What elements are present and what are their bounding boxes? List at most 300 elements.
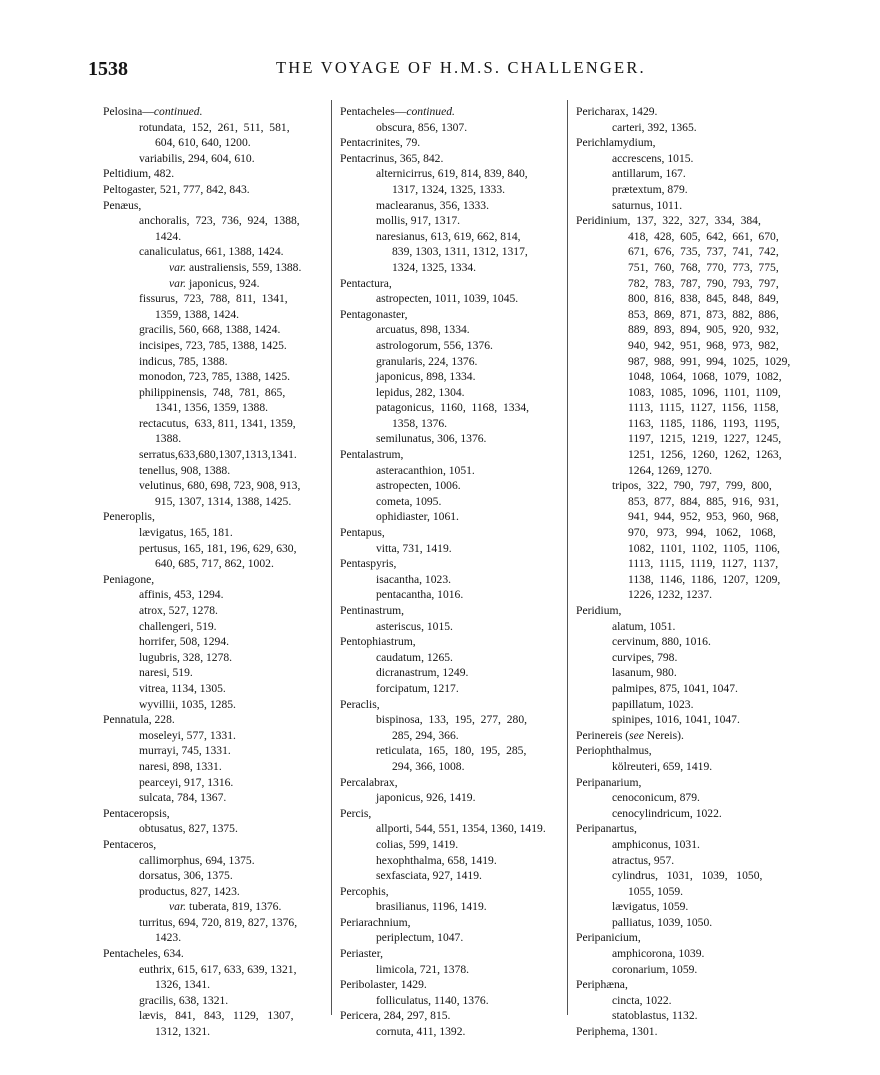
index-entry-line bbox=[340, 962, 562, 978]
index-entry-line bbox=[340, 369, 562, 385]
entry-text: palliatus, 1039, 1050. bbox=[612, 915, 713, 929]
index-entry-line bbox=[576, 120, 802, 136]
index-entry-line bbox=[576, 759, 802, 775]
entry-text: Peniagone, bbox=[103, 572, 155, 586]
index-entry-line bbox=[103, 853, 325, 869]
index-entry-line bbox=[576, 1008, 802, 1024]
index-entry-line bbox=[103, 868, 325, 884]
entry-text: Peripanarium, bbox=[576, 775, 642, 789]
entry-text: gracilis, 560, 668, 1388, 1424. bbox=[139, 323, 281, 337]
index-entry-line bbox=[576, 946, 802, 962]
index-entry-line bbox=[576, 572, 802, 588]
entry-italic-text: continued. bbox=[406, 105, 455, 118]
index-entry-line bbox=[576, 198, 802, 214]
index-entry-heading bbox=[103, 837, 325, 853]
entry-text: arcuatus, 898, 1334. bbox=[376, 323, 470, 337]
entry-text: papillatum, 1023. bbox=[612, 697, 694, 711]
index-entry-line bbox=[103, 400, 325, 416]
index-entry-line bbox=[576, 307, 802, 323]
index-entry-heading bbox=[103, 946, 325, 962]
index-entry-line bbox=[576, 993, 802, 1009]
index-entry-line bbox=[576, 665, 802, 681]
entry-text: kölreuteri, 659, 1419. bbox=[612, 759, 713, 773]
index-entry-heading bbox=[340, 447, 562, 463]
entry-text: reticulata, 165, 180, 195, 285, bbox=[376, 744, 527, 758]
entry-text: ophidiaster, 1061. bbox=[376, 510, 459, 524]
index-entry-line bbox=[103, 338, 325, 354]
entry-text: 671, 676, 735, 737, 741, 742, bbox=[628, 245, 779, 259]
index-entry-line bbox=[103, 416, 325, 432]
index-entry-line bbox=[103, 977, 325, 993]
index-entry-heading bbox=[340, 946, 562, 962]
entry-text: forcipatum, 1217. bbox=[376, 681, 459, 695]
index-entry-line bbox=[340, 853, 562, 869]
index-entry-heading bbox=[340, 556, 562, 572]
entry-text: 1251, 1256, 1260, 1262, 1263, bbox=[628, 448, 782, 462]
index-entry-line bbox=[576, 244, 802, 260]
entry-text: cylindrus, 1031, 1039, 1050, bbox=[612, 869, 763, 883]
entry-text: Pericharax, 1429. bbox=[576, 105, 658, 118]
index-entry-line bbox=[103, 790, 325, 806]
entry-text: 800, 816, 838, 845, 848, 849, bbox=[628, 292, 779, 306]
index-entry-heading bbox=[576, 775, 802, 791]
index-entry-line bbox=[576, 962, 802, 978]
entry-text: granularis, 224, 1376. bbox=[376, 354, 478, 368]
index-entry-line bbox=[103, 307, 325, 323]
index-entry-line bbox=[103, 650, 325, 666]
index-entry-line bbox=[103, 962, 325, 978]
entry-text: 970, 973, 994, 1062, 1068, bbox=[628, 526, 776, 540]
entry-text: Pericera, 284, 297, 815. bbox=[340, 1009, 451, 1023]
index-entry-line bbox=[103, 447, 325, 463]
entry-text: Periphæna, bbox=[576, 978, 628, 992]
index-entry-line bbox=[576, 291, 802, 307]
entry-text: lasanum, 980. bbox=[612, 666, 677, 680]
entry-text: curvipes, 798. bbox=[612, 650, 678, 664]
entry-text: anchoralis, 723, 736, 924, 1388, bbox=[139, 214, 300, 228]
index-entry-line bbox=[340, 743, 562, 759]
entry-text: serratus,633,680,1307,1313,1341. bbox=[139, 448, 297, 462]
entry-text: lævigatus, 165, 181. bbox=[139, 526, 233, 540]
index-entry-line bbox=[576, 478, 802, 494]
index-entry-line bbox=[103, 634, 325, 650]
entry-text: 751, 760, 768, 770, 773, 775, bbox=[628, 260, 779, 274]
entry-text: obtusatus, 827, 1375. bbox=[139, 822, 238, 836]
index-entry-line bbox=[103, 463, 325, 479]
entry-text: lævis, 841, 843, 1129, 1307, bbox=[139, 1009, 294, 1023]
index-entry-heading bbox=[340, 104, 562, 120]
index-entry-line bbox=[103, 556, 325, 572]
entry-text: brasilianus, 1196, 1419. bbox=[376, 900, 487, 914]
index-entry-line bbox=[576, 166, 802, 182]
entry-text: Pentaspyris, bbox=[340, 557, 397, 571]
entry-italic-text: var. bbox=[169, 260, 187, 274]
index-entry-line bbox=[576, 697, 802, 713]
entry-italic-text: continued. bbox=[153, 105, 203, 118]
entry-text: Pentacheles— bbox=[340, 105, 407, 118]
entry-text: 1113, 1115, 1119, 1127, 1137, bbox=[628, 557, 779, 571]
index-entry-line bbox=[340, 587, 562, 603]
entry-text: naresi, 898, 1331. bbox=[139, 759, 222, 773]
index-entry-line bbox=[103, 276, 325, 292]
entry-text: productus, 827, 1423. bbox=[139, 884, 240, 898]
index-entry-line bbox=[340, 338, 562, 354]
index-entry-line bbox=[576, 447, 802, 463]
entry-text: rectacutus, 633, 811, 1341, 1359, bbox=[139, 416, 296, 430]
index-entry-heading bbox=[340, 1008, 562, 1024]
entry-text: japonicus, 924. bbox=[186, 276, 260, 290]
entry-text: Periarachnium, bbox=[340, 915, 411, 929]
index-entry-line bbox=[576, 494, 802, 510]
index-entry-line bbox=[103, 603, 325, 619]
index-entry-line bbox=[576, 322, 802, 338]
entry-text: lævigatus, 1059. bbox=[612, 900, 689, 914]
index-entry-line bbox=[340, 244, 562, 260]
entry-text: hexophthalma, 658, 1419. bbox=[376, 853, 497, 867]
entry-text: affinis, 453, 1294. bbox=[139, 588, 224, 602]
entry-text: statoblastus, 1132. bbox=[612, 1009, 698, 1023]
index-entry-line bbox=[103, 587, 325, 603]
index-entry-line bbox=[103, 930, 325, 946]
index-entry-heading bbox=[103, 182, 325, 198]
entry-text: 987, 988, 991, 994, 1025, 1029, bbox=[628, 354, 791, 368]
index-entry-line bbox=[340, 120, 562, 136]
index-entry-line bbox=[576, 915, 802, 931]
index-entry-heading bbox=[576, 930, 802, 946]
index-entry-line bbox=[576, 151, 802, 167]
entry-text: alatum, 1051. bbox=[612, 619, 676, 633]
entry-text: 782, 783, 787, 790, 793, 797, bbox=[628, 276, 779, 290]
index-entry-heading bbox=[576, 743, 802, 759]
index-entry-line bbox=[340, 166, 562, 182]
entry-text: 1358, 1376. bbox=[392, 416, 448, 430]
index-entry-line bbox=[340, 400, 562, 416]
index-entry-line bbox=[103, 229, 325, 245]
index-entry-line bbox=[103, 385, 325, 401]
entry-text: Peripanartus, bbox=[576, 822, 637, 836]
entry-text: tuberata, 819, 1376. bbox=[186, 900, 282, 914]
entry-text: 1048, 1064, 1068, 1079, 1082, bbox=[628, 370, 782, 384]
entry-text: vitrea, 1134, 1305. bbox=[139, 681, 226, 695]
index-entry-line bbox=[576, 276, 802, 292]
entry-text: 285, 294, 366. bbox=[392, 728, 459, 742]
index-entry-line bbox=[103, 1008, 325, 1024]
index-entry-heading bbox=[340, 603, 562, 619]
index-entry-line bbox=[576, 369, 802, 385]
index-entry-line bbox=[340, 478, 562, 494]
entry-text: 640, 685, 717, 862, 1002. bbox=[155, 557, 274, 571]
entry-text: caudatum, 1265. bbox=[376, 650, 453, 664]
entry-text: Percis, bbox=[340, 806, 372, 820]
index-entry-heading bbox=[103, 509, 325, 525]
entry-text: semilunatus, 306, 1376. bbox=[376, 432, 487, 446]
index-entry-heading bbox=[340, 634, 562, 650]
index-entry-line bbox=[340, 416, 562, 432]
index-entry-line bbox=[576, 650, 802, 666]
entry-text: pearceyi, 917, 1316. bbox=[139, 775, 234, 789]
index-entry-line bbox=[340, 930, 562, 946]
index-entry-line bbox=[103, 697, 325, 713]
entry-text: Periophthalmus, bbox=[576, 744, 652, 758]
entry-italic-text: var. bbox=[169, 900, 187, 914]
entry-text: saturnus, 1011. bbox=[612, 198, 683, 212]
entry-text: 1359, 1388, 1424. bbox=[155, 307, 240, 321]
index-entry-line bbox=[103, 759, 325, 775]
entry-text: Peraclis, bbox=[340, 697, 380, 711]
index-entry-line bbox=[576, 229, 802, 245]
index-entry-line bbox=[103, 821, 325, 837]
entry-text: 1055, 1059. bbox=[628, 884, 684, 898]
index-entry-line bbox=[103, 494, 325, 510]
entry-text: tenellus, 908, 1388. bbox=[139, 463, 231, 477]
index-entry-line bbox=[103, 915, 325, 931]
entry-text: atrox, 527, 1278. bbox=[139, 604, 218, 617]
index-entry-heading bbox=[340, 884, 562, 900]
index-entry-line bbox=[103, 120, 325, 136]
entry-text: maclearanus, 356, 1333. bbox=[376, 198, 490, 212]
index-entry-line bbox=[340, 821, 562, 837]
index-entry-line bbox=[340, 385, 562, 401]
entry-text: Nereis). bbox=[643, 728, 684, 742]
entry-text: fissurus, 723, 788, 811, 1341, bbox=[139, 292, 288, 306]
entry-text: 1163, 1185, 1186, 1193, 1195, bbox=[628, 416, 780, 430]
index-entry-heading bbox=[340, 135, 562, 151]
index-entry-heading bbox=[103, 572, 325, 588]
entry-text: 294, 366, 1008. bbox=[392, 759, 465, 773]
entry-text: 853, 877, 884, 885, 916, 931, bbox=[628, 494, 779, 508]
entry-text: cornuta, 411, 1392. bbox=[376, 1025, 466, 1039]
index-entry-line bbox=[340, 229, 562, 245]
index-entry-line bbox=[340, 650, 562, 666]
entry-text: spinipes, 1016, 1041, 1047. bbox=[612, 713, 740, 727]
entry-text: cometa, 1095. bbox=[376, 494, 442, 508]
index-entry-line bbox=[340, 572, 562, 588]
index-entry-line bbox=[576, 509, 802, 525]
entry-text: limicola, 721, 1378. bbox=[376, 962, 470, 976]
entry-text: Pentinastrum, bbox=[340, 604, 405, 617]
index-entry-line bbox=[103, 525, 325, 541]
entry-text: canaliculatus, 661, 1388, 1424. bbox=[139, 245, 284, 259]
index-entry-line bbox=[576, 182, 802, 198]
entry-text: indicus, 785, 1388. bbox=[139, 354, 228, 368]
entry-text: prætextum, 879. bbox=[612, 182, 688, 196]
index-entry-line bbox=[576, 385, 802, 401]
index-entry-heading bbox=[576, 821, 802, 837]
index-entry-line bbox=[576, 884, 802, 900]
entry-text: 1226, 1232, 1237. bbox=[628, 588, 713, 602]
entry-text: 1082, 1101, 1102, 1105, 1106, bbox=[628, 541, 780, 555]
entry-text: Percophis, bbox=[340, 884, 389, 898]
index-entry-line bbox=[576, 837, 802, 853]
index-entry-heading bbox=[340, 276, 562, 292]
entry-text: 839, 1303, 1311, 1312, 1317, bbox=[392, 245, 528, 259]
entry-text: 1197, 1215, 1219, 1227, 1245, bbox=[628, 432, 782, 446]
entry-text: 1388. bbox=[155, 432, 182, 446]
index-entry-heading bbox=[576, 603, 802, 619]
entry-text: variabilis, 294, 604, 610. bbox=[139, 151, 255, 165]
index-entry-heading bbox=[576, 1024, 802, 1040]
index-entry-line bbox=[340, 260, 562, 276]
index-entry-line bbox=[576, 541, 802, 557]
entry-text: cervinum, 880, 1016. bbox=[612, 635, 711, 649]
entry-text: Pentacrinites, 79. bbox=[340, 136, 421, 150]
entry-text: Perichlamydium, bbox=[576, 136, 656, 150]
entry-text: japonicus, 926, 1419. bbox=[376, 791, 476, 805]
entry-text: astropecten, 1011, 1039, 1045. bbox=[376, 292, 519, 306]
entry-text: Pentacrinus, 365, 842. bbox=[340, 151, 444, 165]
entry-text: pertusus, 165, 181, 196, 629, 630, bbox=[139, 541, 297, 555]
index-entry-line bbox=[103, 728, 325, 744]
index-entry-heading bbox=[340, 697, 562, 713]
index-entry-line bbox=[340, 899, 562, 915]
index-entry-heading bbox=[103, 166, 325, 182]
index-entry-heading bbox=[103, 712, 325, 728]
entry-text: coronarium, 1059. bbox=[612, 962, 698, 976]
index-entry-line bbox=[340, 868, 562, 884]
index-entry-line bbox=[576, 463, 802, 479]
entry-italic-text: var. bbox=[169, 276, 187, 290]
entry-text: Peridinium, 137, 322, 327, 334, 384, bbox=[576, 214, 761, 228]
index-entry-line bbox=[340, 198, 562, 214]
entry-text: accrescens, 1015. bbox=[612, 151, 694, 165]
entry-text: naresi, 519. bbox=[139, 666, 193, 680]
entry-text: obscura, 856, 1307. bbox=[376, 120, 468, 134]
index-entry-line bbox=[103, 743, 325, 759]
index-entry-line bbox=[576, 806, 802, 822]
entry-text: palmipes, 875, 1041, 1047. bbox=[612, 681, 738, 695]
index-entry-line bbox=[340, 322, 562, 338]
entry-text: tripos, 322, 790, 797, 799, 800, bbox=[612, 479, 772, 493]
entry-text: Pentaceros, bbox=[103, 837, 157, 851]
index-entry-line bbox=[103, 899, 325, 915]
entry-text: 1424. bbox=[155, 229, 182, 243]
index-entry-line bbox=[576, 556, 802, 572]
entry-text: lepidus, 282, 1304. bbox=[376, 385, 465, 399]
entry-text: Peridium, bbox=[576, 604, 622, 617]
entry-text: 1083, 1085, 1096, 1101, 1109, bbox=[628, 385, 781, 399]
index-entry-line bbox=[340, 354, 562, 370]
entry-text: australiensis, 559, 1388. bbox=[186, 260, 302, 274]
index-entry-line bbox=[576, 790, 802, 806]
entry-text: 1138, 1146, 1186, 1207, 1209, bbox=[628, 572, 781, 586]
index-entry-line bbox=[576, 338, 802, 354]
index-column-3 bbox=[576, 104, 802, 1040]
entry-text: rotundata, 152, 261, 511, 581, bbox=[139, 120, 290, 134]
entry-text: asteriscus, 1015. bbox=[376, 619, 453, 633]
index-entry-heading bbox=[340, 151, 562, 167]
index-entry-line bbox=[576, 681, 802, 697]
index-entry-line bbox=[340, 463, 562, 479]
entry-text: cincta, 1022. bbox=[612, 993, 672, 1007]
index-entry-line bbox=[103, 665, 325, 681]
index-entry-heading bbox=[340, 915, 562, 931]
entry-text: astrologorum, 556, 1376. bbox=[376, 338, 493, 352]
entry-text: 1317, 1324, 1325, 1333. bbox=[392, 182, 506, 196]
entry-text: Pelosina— bbox=[103, 105, 154, 118]
entry-text: vitta, 731, 1419. bbox=[376, 541, 452, 555]
index-entry-heading bbox=[340, 806, 562, 822]
entry-text: Peneroplis, bbox=[103, 510, 155, 524]
index-entry-line bbox=[103, 884, 325, 900]
index-entry-heading bbox=[103, 806, 325, 822]
entry-text: Percalabrax, bbox=[340, 775, 398, 789]
index-entry-line bbox=[576, 712, 802, 728]
index-entry-line bbox=[340, 728, 562, 744]
entry-text: lugubris, 328, 1278. bbox=[139, 650, 233, 664]
page-number: 1538 bbox=[88, 58, 128, 80]
index-entry-line bbox=[340, 541, 562, 557]
index-entry-heading bbox=[576, 728, 802, 744]
index-entry-heading bbox=[576, 104, 802, 120]
entry-text: philippinensis, 748, 781, 865, bbox=[139, 385, 286, 399]
entry-text: gracilis, 638, 1321. bbox=[139, 993, 229, 1007]
index-entry-line bbox=[340, 619, 562, 635]
entry-text: sulcata, 784, 1367. bbox=[139, 791, 227, 805]
entry-text: 915, 1307, 1314, 1388, 1425. bbox=[155, 494, 292, 508]
entry-text: challengeri, 519. bbox=[139, 619, 217, 633]
index-entry-line bbox=[340, 712, 562, 728]
entry-text: Pennatula, 228. bbox=[103, 713, 175, 727]
index-entry-heading bbox=[103, 104, 325, 120]
index-column-1 bbox=[103, 104, 325, 1040]
index-entry-line bbox=[103, 151, 325, 167]
entry-text: 1264, 1269, 1270. bbox=[628, 463, 713, 477]
index-entry-line bbox=[340, 837, 562, 853]
entry-text: 889, 893, 894, 905, 920, 932, bbox=[628, 323, 779, 337]
index-entry-line bbox=[103, 354, 325, 370]
index-entry-line bbox=[103, 775, 325, 791]
entry-text: Periaster, bbox=[340, 947, 383, 961]
index-entry-line bbox=[340, 213, 562, 229]
index-entry-line bbox=[103, 431, 325, 447]
entry-text: moseleyi, 577, 1331. bbox=[139, 728, 236, 742]
index-entry-line bbox=[103, 541, 325, 557]
entry-text: Periphema, 1301. bbox=[576, 1025, 658, 1039]
index-entry-line bbox=[576, 260, 802, 276]
entry-text: cenocylindricum, 1022. bbox=[612, 806, 722, 820]
index-entry-line bbox=[576, 400, 802, 416]
entry-text: allporti, 544, 551, 1354, 1360, 1419. bbox=[376, 822, 546, 836]
entry-text: Pentapus, bbox=[340, 526, 385, 540]
entry-text: murrayi, 745, 1331. bbox=[139, 744, 231, 758]
entry-text: 853, 869, 871, 873, 882, 886, bbox=[628, 307, 779, 321]
index-entry-line bbox=[340, 1024, 562, 1040]
index-entry-line bbox=[340, 993, 562, 1009]
entry-text: 1326, 1341. bbox=[155, 978, 211, 992]
index-entry-line bbox=[576, 416, 802, 432]
entry-text: Pentacheles, 634. bbox=[103, 947, 184, 961]
index-column-2 bbox=[340, 104, 562, 1040]
index-entry-line bbox=[340, 182, 562, 198]
entry-text: carteri, 392, 1365. bbox=[612, 120, 697, 134]
index-entry-line bbox=[103, 369, 325, 385]
index-entry-line bbox=[576, 634, 802, 650]
entry-text: 1324, 1325, 1334. bbox=[392, 260, 477, 274]
entry-text: naresianus, 613, 619, 662, 814, bbox=[376, 229, 521, 243]
entry-text: Peribolaster, 1429. bbox=[340, 978, 427, 992]
index-entry-line bbox=[576, 525, 802, 541]
entry-text: horrifer, 508, 1294. bbox=[139, 635, 230, 649]
entry-text: dorsatus, 306, 1375. bbox=[139, 869, 233, 883]
index-entry-heading bbox=[576, 213, 802, 229]
entry-text: alternicirrus, 619, 814, 839, 840, bbox=[376, 167, 528, 181]
index-entry-line bbox=[340, 494, 562, 510]
entry-text: atractus, 957. bbox=[612, 853, 675, 867]
entry-text: 1113, 1115, 1127, 1156, 1158, bbox=[628, 401, 779, 415]
index-entry-line bbox=[576, 853, 802, 869]
entry-text: 604, 610, 640, 1200. bbox=[155, 136, 251, 150]
entry-text: cenoconicum, 879. bbox=[612, 791, 700, 805]
